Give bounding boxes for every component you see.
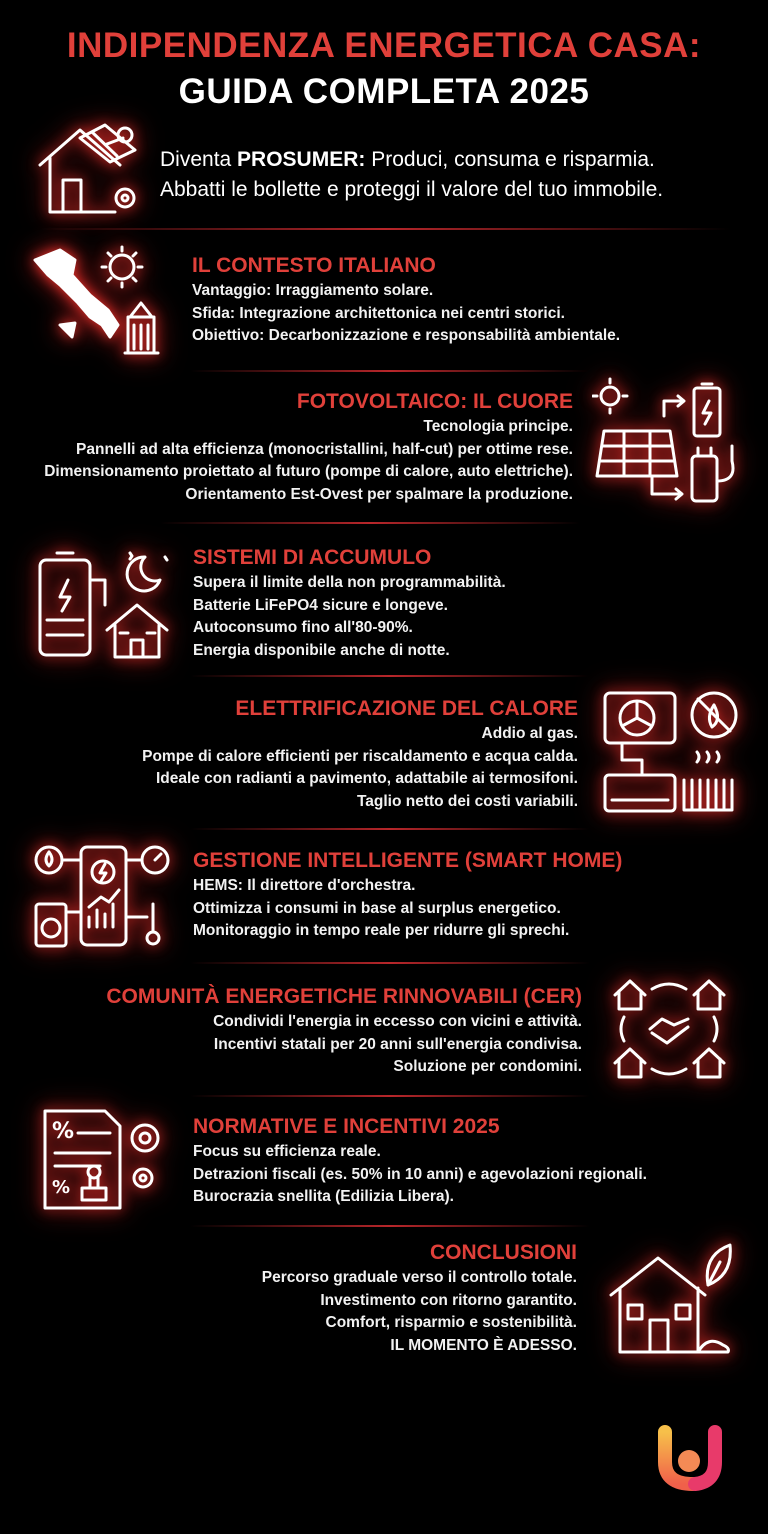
section-line: Detrazioni fiscali (es. 50% in 10 anni) e agevolazioni regionali. (193, 1165, 647, 1183)
divider (190, 370, 590, 372)
section-line: Monitoraggio in tempo reale per ridurre gli sprechi. (193, 922, 570, 939)
section-line: HEMS: Il direttore d'orchestra. (193, 877, 416, 894)
section-line: Obiettivo: Decarbonizzazione e responsabilità ambientale. (192, 327, 621, 344)
solar-panel-battery-icon (592, 376, 747, 516)
smart-home-phone-icon (33, 842, 173, 955)
section-line: Ideale con radianti a pavimento, adattabile ai termosifoni. (155, 770, 578, 787)
section-elettrificazione-calore (142, 695, 578, 813)
intro-prefix: Diventa (160, 148, 238, 171)
intro-line-2: Abbatti le bollette e proteggi il valore del tuo immobile. (160, 178, 664, 201)
divider (190, 1095, 590, 1097)
title-line-2: GUIDA COMPLETA 2025 (178, 72, 590, 111)
section-line: Percorso graduale verso il controllo totale. (261, 1269, 577, 1286)
section-line: Pompe di calore efficienti per riscaldamento e acqua calda. (142, 747, 578, 765)
section-line: Condividi l'energia in eccesso con vicini e attività. (213, 1013, 582, 1030)
svg-text:%: % (52, 1177, 71, 1198)
section-line: Focus su efficienza reale. (193, 1143, 381, 1160)
section-heading: CONCLUSIONI (430, 1241, 577, 1264)
divider (190, 675, 590, 677)
section-heading: COMUNITÀ ENERGETICHE RINNOVABILI (CER) (106, 985, 582, 1008)
section-line: Dimensionamento proiettato al futuro (pompe di calore, auto elettriche). (44, 463, 573, 480)
section-heading: GESTIONE INTELLIGENTE (SMART HOME) (193, 849, 623, 872)
section-heading: IL CONTESTO ITALIANO (192, 254, 436, 277)
section-line: Soluzione per condomini. (393, 1058, 582, 1075)
svg-text:%: % (52, 1119, 75, 1144)
section-line: Batterie LiFePO4 sicure e longeve. (193, 596, 448, 614)
section-line: Tecnologia principe. (423, 418, 573, 435)
brand-logo (655, 1424, 723, 1492)
section-line: Energia disponibile anche di notte. (193, 641, 450, 659)
section-heading: SISTEMI DI ACCUMULO (193, 546, 432, 569)
section-line: Autoconsumo fino all'80-90%. (193, 619, 413, 636)
section-line: Supera il limite della non programmabilità. (193, 574, 506, 591)
intro-rest: Produci, consuma e risparmia. (365, 148, 655, 171)
section-fotovoltaico (44, 388, 573, 506)
eco-house-leaf-icon (608, 1240, 733, 1365)
section-heading: NORMATIVE E INCENTIVI 2025 (193, 1115, 500, 1138)
section-gestione-intelligente (193, 847, 622, 943)
section-line: Burocrazia snellita (Edilizia Libera). (193, 1188, 454, 1205)
document-incentives-icon (40, 1108, 165, 1218)
section-normative-incentivi (193, 1113, 647, 1209)
battery-night-house-icon (35, 545, 175, 665)
section-line: Pannelli ad alta efficienza (monocristallini, half-cut) per ottime rese. (76, 440, 573, 458)
divider (190, 962, 590, 964)
section-heading: FOTOVOLTAICO: IL CUORE (296, 390, 573, 413)
section-line: Sfida: Integrazione architettonica nei centri storici. (192, 304, 565, 322)
section-line: IL MOMENTO È ADESSO. (390, 1336, 577, 1354)
section-comunita-energetiche (106, 983, 582, 1079)
section-contesto-italiano (192, 252, 620, 348)
section-conclusioni (262, 1239, 577, 1357)
section-line: Addio al gas. (481, 725, 578, 742)
title-line-1: INDIPENDENZA ENERGETICA CASA: (66, 26, 702, 65)
section-heading: ELETTRIFICAZIONE DEL CALORE (235, 697, 578, 720)
divider (190, 828, 590, 830)
house-solar-icon (35, 120, 145, 223)
section-sistemi-accumulo (193, 544, 506, 662)
section-line: Investimento con ritorno garantito. (320, 1291, 577, 1309)
heat-pump-no-gas-icon (602, 690, 744, 823)
divider (40, 228, 730, 230)
section-line: Orientamento Est-Ovest per spalmare la produzione. (185, 485, 573, 503)
intro-text (160, 145, 663, 205)
section-line: Ottimizza i consumi in base al surplus energetico. (193, 899, 561, 917)
community-houses-handshake-icon (612, 975, 727, 1088)
divider (160, 522, 580, 524)
section-line: Comfort, risparmio e sostenibilità. (325, 1314, 577, 1331)
divider (190, 1225, 590, 1227)
italy-map-icon (30, 245, 160, 362)
section-line: Vantaggio: Irraggiamento solare. (192, 282, 434, 299)
intro-highlight: PROSUMER: (237, 148, 366, 171)
section-line: Taglio netto dei costi variabili. (356, 792, 578, 810)
section-line: Incentivi statali per 20 anni sull'energia condivisa. (213, 1035, 582, 1053)
